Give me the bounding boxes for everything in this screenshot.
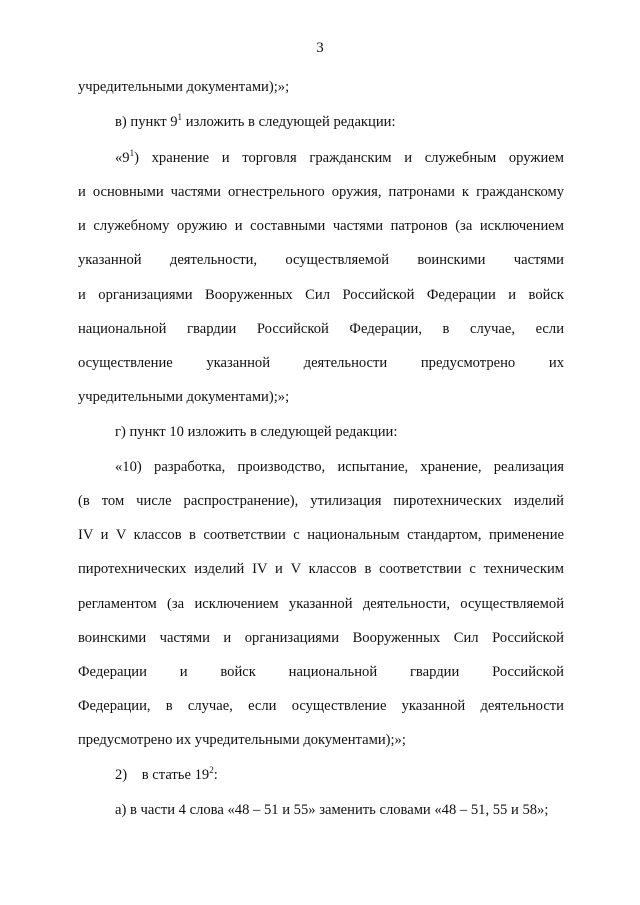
text-line: «10) разработка, производство, испытание, хранение, реализация <box>115 459 564 475</box>
article-heading: 2) в статье $19^2$: <box>115 765 218 783</box>
subpoint-heading: г) пункт 10 изложить в следующей редакции: <box>115 424 398 440</box>
text-line: Федерации, в случае, если осуществление указанной деятельности <box>78 698 564 714</box>
text-line: «$9^1$) хранение и торговля гражданским и служебным оружием <box>115 148 564 166</box>
text-line: и служебному оружию и составными частями патронов (за исключением <box>78 218 564 234</box>
text-line: пиротехнических изделий IV и V классов в соответствии с техническим <box>78 561 564 577</box>
text-line: осуществление указанной деятельности предусмотрено их <box>78 355 564 371</box>
text-line: регламентом (за исключением указанной деятельности, осуществляемой <box>78 596 564 612</box>
text-line: указанной деятельности, осуществляемой воинскими частями <box>78 252 564 268</box>
text-line: (в том числе распространение), утилизация пиротехнических изделий <box>78 493 564 509</box>
text-line: учредительными документами);»; <box>78 389 290 405</box>
text-line: предусмотрено их учредительными документами);»; <box>78 732 406 748</box>
page-number: 3 <box>316 40 324 56</box>
text-line: IV и V классов в соответствии с национальным стандартом, применение <box>78 527 564 543</box>
text-line: Федерации и войск национальной гвардии Российской <box>78 664 564 680</box>
subpoint-heading: в) пункт $9^1$ изложить в следующей редакции: <box>115 112 396 130</box>
text-line: учредительными документами);»; <box>78 79 290 95</box>
text-line: национальной гвардии Российской Федерации, в случае, если <box>78 321 564 337</box>
text-line: а) в части 4 слова «48 – 51 и 55» заменить словами «48 – 51, 55 и 58»; <box>115 802 549 818</box>
text-line: и основными частями огнестрельного оружия, патронами к гражданскому <box>78 184 564 200</box>
text-line: воинскими частями и организациями Вооруженных Сил Российской <box>78 630 564 646</box>
text-line: и организациями Вооруженных Сил Российской Федерации и войск <box>78 287 564 303</box>
